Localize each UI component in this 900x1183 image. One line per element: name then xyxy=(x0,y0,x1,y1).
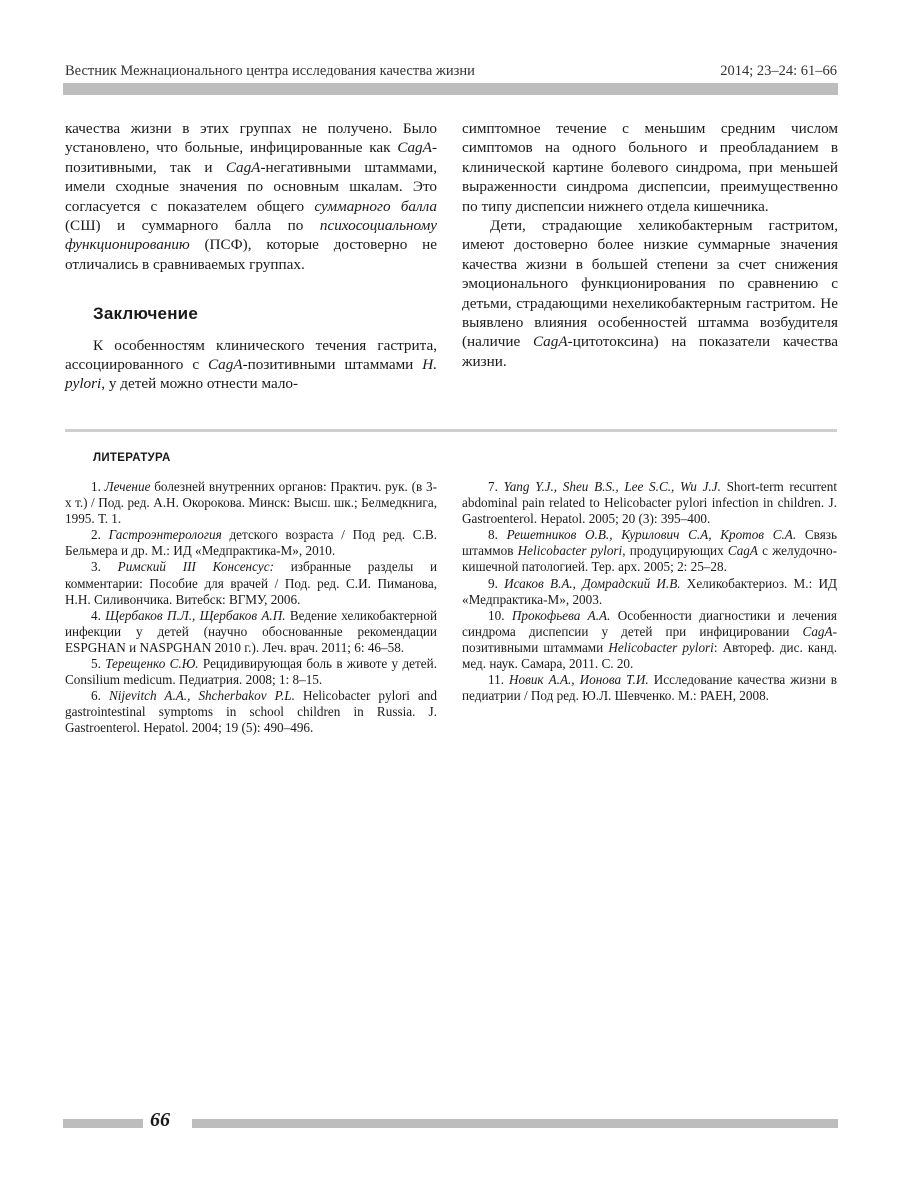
references-column-left xyxy=(65,479,437,737)
text-run: избранные разделы и комментарии: Пособие для врачей / Под. ред. С.И. Пиманова, Н.Н. Силивончика. Витебск: ВГМУ, 2006. xyxy=(65,559,437,607)
issue-citation: 2014; 23–24: 61–66 xyxy=(720,63,837,79)
italic-text: Helicobacter pylori xyxy=(517,543,623,559)
text-run: Дети, страдающие хеликобактерным гастритом, имеют достоверно более низкие суммарные значения качества жизни в большей степени за счет снижения эмоционального функционирования по сравнению с детьми, страдающими нехеликобактерным гастритом. Не выявлено влияния особенностей штамма возбудителя (наличие xyxy=(462,217,838,351)
text-run: 4. xyxy=(91,607,106,623)
text-run: 6. xyxy=(91,688,109,704)
text-run: детского возраста / Под ред. С.В. Бельмера и др. М.: ИД «Медпрактика-М», 2010. xyxy=(65,527,437,559)
reference-item xyxy=(462,576,837,608)
italic-text: Решетников О.В., Курилович С.А, Кротов С.А. xyxy=(506,527,797,543)
text-run: Helicobacter pylori and gastrointestinal symptoms in school children in Russia. J. Gastroenterol. Hepatol. 2004; 19 (5): 490–496. xyxy=(65,688,437,736)
italic-text: Nijevitch A.A., Shcherbakov P.L. xyxy=(108,688,295,704)
italic-text: Лечение xyxy=(104,479,151,494)
italic-text: Yang Y.J., Sheu B.S., Lee S.C., Wu J.J. xyxy=(503,479,721,494)
reference-item xyxy=(65,656,437,688)
italic-text: Римский III Консенсус: xyxy=(117,559,274,575)
italic-text: Исаков В.А., Домрадский И.В. xyxy=(504,575,681,591)
section-heading: Заключение xyxy=(93,304,198,324)
italic-text: Гастроэнтерология xyxy=(108,527,222,543)
text-run: Связь штаммов xyxy=(462,527,838,559)
italic-text: Прокофьева А.А. xyxy=(511,607,611,623)
references-column-right xyxy=(462,479,837,704)
text-run: (СШ) и суммарного балла по xyxy=(65,217,320,235)
text-run: -негативными штаммами, имели сходные значения по основным шкалам. Это согласуется с показателем общего xyxy=(65,158,437,215)
text-run: : Автореф. дис. канд. мед. наук. Самара, 2011. С. 20. xyxy=(462,639,838,672)
text-run: Рецидивирующая боль в животе у детей. Consilium medicum. Педиатрия. 2008; 1: 8–15. xyxy=(65,656,437,688)
text-run: -позитивными, так и xyxy=(65,139,437,176)
text-run: 11. xyxy=(488,672,509,688)
text-run: К особенностям клинического течения гастрита, ассоциированного с xyxy=(65,336,437,374)
text-run: Ведение хеликобактерной инфекции у детей (научно обоснованные рекомендации ESPGHAN и NASPGHAN 2010 г.). Леч. врач. 2011; 6: 46–58. xyxy=(65,607,438,655)
italic-text: H. pylori xyxy=(65,356,437,393)
text-run: (ПСФ), которые достоверно не отличались в сравниваемых группах. xyxy=(65,236,437,273)
text-run: 3. xyxy=(91,559,118,575)
italic-text: CagA xyxy=(397,139,432,157)
text-run: 5. xyxy=(91,656,106,672)
italic-text: CagA xyxy=(533,333,568,351)
reference-item xyxy=(462,527,837,575)
text-run: -позитивными штаммами xyxy=(242,356,423,374)
reference-item xyxy=(462,479,837,527)
text-run: 8. xyxy=(488,527,507,543)
paragraph xyxy=(65,119,437,274)
text-run: Short-term recurrent abdominal pain related to Helicobacter pylori infection in children. J. Gastroenterol. Hepatol. 2005; 20 (3): 395–400. xyxy=(462,479,838,527)
italic-text: Терещенко С.Ю. xyxy=(105,656,199,672)
paragraph xyxy=(65,336,437,394)
journal-title: Вестник Межнационального центра исследования качества жизни xyxy=(65,63,475,79)
page-number: 66 xyxy=(150,1109,170,1131)
footer-bar-left xyxy=(63,1119,143,1128)
text-run: болезней внутренних органов: Практич. рук. (в 3-х т.) / Под. ред. А.Н. Окорокова. Минск: Высш. шк.; Белмедкнига, 1995. Т. 1. xyxy=(65,479,438,527)
reference-item xyxy=(65,559,437,607)
italic-text: Щербаков П.Л., Щербаков А.П. xyxy=(105,607,286,623)
text-run: , у детей можно отнести мало- xyxy=(101,375,299,393)
text-run: качества жизни в этих группах не получено. Было установлено, что больные, инфицированные как xyxy=(65,120,437,157)
paragraph xyxy=(462,216,838,371)
italic-text: Новик А.А., Ионова Т.И. xyxy=(509,672,649,688)
running-head xyxy=(65,62,837,80)
text-run: 7. xyxy=(488,479,504,494)
reference-item xyxy=(462,672,837,704)
text-run: 10. xyxy=(488,607,512,623)
italic-text: CagA xyxy=(225,158,261,176)
text-run: Хеликобактериоз. М.: ИД «Медпрактика-М», 2003. xyxy=(462,575,837,607)
italic-text: психосоциальному функционированию xyxy=(65,217,437,254)
italic-text: CagA xyxy=(727,543,758,559)
text-run: -цитотоксина) на показатели качества жизни. xyxy=(462,333,838,370)
italic-text: Helicobacter pylori xyxy=(608,639,714,655)
italic-text: суммарного балла xyxy=(314,197,437,215)
reference-item xyxy=(65,527,437,559)
reference-item xyxy=(65,608,437,656)
text-run: -позитивными штаммами xyxy=(462,623,837,655)
main-column-left xyxy=(65,119,437,394)
reference-item xyxy=(462,608,837,672)
reference-item xyxy=(65,479,437,527)
main-column-right xyxy=(462,119,838,371)
italic-text: CagA xyxy=(802,623,833,639)
references-title: ЛИТЕРАТУРА xyxy=(93,452,171,464)
footer-bar-right xyxy=(192,1119,838,1128)
paragraph xyxy=(462,119,838,216)
text-run: Особенности диагностики и лечения синдрома диспепсии у детей при инфицировании xyxy=(462,607,837,639)
section-divider xyxy=(65,429,837,432)
text-run: с желудочно-кишечной патологией. Тер. арх. 2005; 2: 25–28. xyxy=(462,543,837,575)
italic-text: CagA xyxy=(208,356,243,374)
reference-item xyxy=(65,688,437,736)
text-run: 1. xyxy=(91,479,105,494)
text-run: , продуцирующих xyxy=(622,543,728,559)
text-run: 2. xyxy=(91,527,109,543)
text-run: 9. xyxy=(488,575,505,591)
text-run: Исследование качества жизни в педиатрии / Под ред. Ю.Л. Шевченко. М.: РАЕН, 2008. xyxy=(462,672,837,704)
text-run: симптомное течение с меньшим средним числом симптомов на одного больного и преобладанием в клинической картине болевого синдрома, при меньшей выраженности синдрома диспепсии, преимущественно по типу диспепсии нижнего отдела кишечника. xyxy=(462,120,838,215)
header-bar xyxy=(63,83,838,95)
